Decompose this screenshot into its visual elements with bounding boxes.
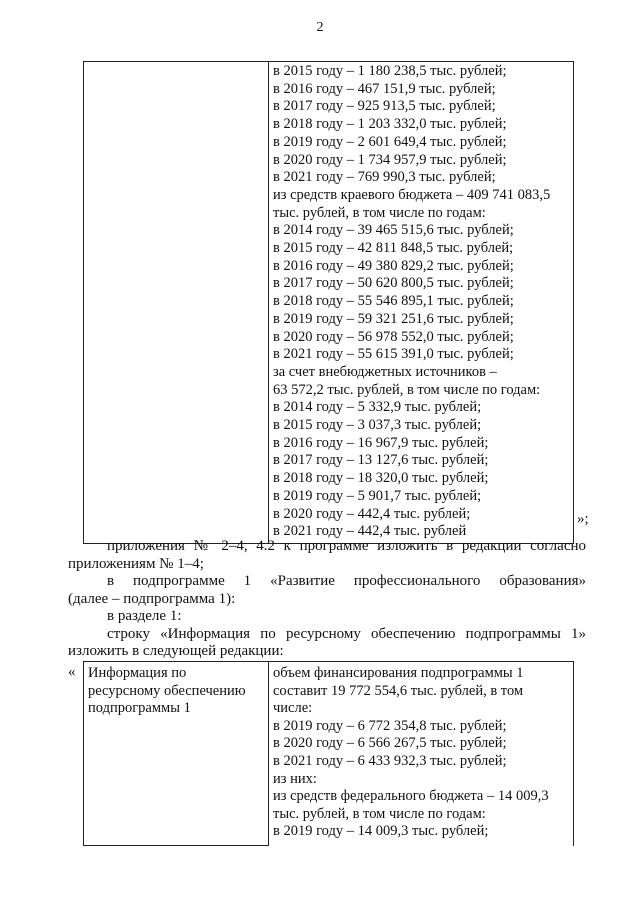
table1-line: за счет внебюджетных источников – xyxy=(273,363,497,380)
table2-right-line: в 2021 году – 6 433 932,3 тыс. рублей; xyxy=(273,752,507,769)
table2-left-cell xyxy=(84,662,269,846)
table1-line: в 2015 году – 42 811 848,5 тыс. рублей; xyxy=(273,240,514,257)
table1-left-cell xyxy=(84,62,269,544)
paragraph-subprogram-line1: в подпрограмме 1 «Развитие профессионального образования» xyxy=(107,573,586,589)
paragraph-section: в разделе 1: xyxy=(107,608,182,624)
table1-line: в 2021 году – 769 990,3 тыс. рублей; xyxy=(273,169,496,186)
table1-line: в 2016 году – 49 380 829,2 тыс. рублей; xyxy=(273,257,514,274)
table1-right-cell xyxy=(269,62,574,544)
table2-right-line: из средств федерального бюджета – 14 009,3 xyxy=(273,788,549,805)
paragraph-subprogram-line2: (далее – подпрограмма 1): xyxy=(68,591,236,607)
table1-line: в 2020 году – 442,4 тыс. рублей; xyxy=(273,505,471,522)
table2-left-line: Информация по xyxy=(88,665,187,681)
table1-line: в 2021 году – 55 615 391,0 тыс. рублей; xyxy=(273,346,514,363)
table2-right-line: в 2020 году – 6 566 267,5 тыс. рублей; xyxy=(273,735,507,752)
paragraph-row-line2: изложить в следующей редакции: xyxy=(68,643,284,659)
table1-line: в 2019 году – 2 601 649,4 тыс. рублей; xyxy=(273,133,507,150)
table1-line: тыс. рублей, в том числе по годам: xyxy=(273,204,486,221)
table1-line: в 2014 году – 39 465 515,6 тыс. рублей; xyxy=(273,222,514,239)
table2-right-line: из них: xyxy=(273,770,317,787)
table1-line: 63 572,2 тыс. рублей, в том числе по годам: xyxy=(273,381,541,398)
table2-right-line: объем финансирования подпрограммы 1 xyxy=(273,665,524,681)
table1-line: в 2015 году – 1 180 238,5 тыс. рублей; xyxy=(273,63,507,79)
table1-line: в 2018 году – 18 320,0 тыс. рублей; xyxy=(273,470,489,487)
table1-line: из средств краевого бюджета – 409 741 083,5 xyxy=(273,186,551,203)
table2-right-line: в 2019 году – 14 009,3 тыс. рублей; xyxy=(273,823,489,840)
paragraph-appendices-line1: приложения № 2–4, 4.2 к программе изложить в редакции согласно xyxy=(107,538,586,554)
page-number: 2 xyxy=(316,20,324,35)
table1-line: в 2021 году – 442,4 тыс. рублей xyxy=(273,523,467,540)
closing-quote: »; xyxy=(577,511,589,527)
table1-line: в 2016 году – 467 151,9 тыс. рублей; xyxy=(273,80,496,97)
table1-line: в 2017 году – 50 620 800,5 тыс. рублей; xyxy=(273,275,514,292)
table1-line: в 2020 году – 56 978 552,0 тыс. рублей; xyxy=(273,328,514,345)
table2-right-line: числе: xyxy=(273,700,313,717)
table2-right-line: тыс. рублей, в том числе по годам: xyxy=(273,805,486,822)
opening-quote: « xyxy=(68,664,76,680)
table2-left-line: подпрограммы 1 xyxy=(88,700,191,716)
table1-line: в 2015 году – 3 037,3 тыс. рублей; xyxy=(273,417,482,434)
table2-right-line: составит 19 772 554,6 тыс. рублей, в том xyxy=(273,682,524,699)
paragraph-appendices-line2: приложениям № 1–4; xyxy=(68,556,204,572)
table1-line: в 2014 году – 5 332,9 тыс. рублей; xyxy=(273,399,482,416)
table1-line: в 2018 году – 55 546 895,1 тыс. рублей; xyxy=(273,293,514,310)
funding-table-continued xyxy=(83,61,574,544)
table1-line: в 2016 году – 16 967,9 тыс. рублей; xyxy=(273,434,489,451)
paragraph-row-line1: строку «Информация по ресурсному обеспечению подпрограммы 1» xyxy=(107,626,586,642)
table2-right-line: в 2019 году – 6 772 354,8 тыс. рублей; xyxy=(273,717,507,734)
table1-line: в 2017 году – 13 127,6 тыс. рублей; xyxy=(273,452,489,469)
table1-line: в 2017 году – 925 913,5 тыс. рублей; xyxy=(273,98,496,115)
funding-table-subprogram xyxy=(83,661,574,846)
table1-line: в 2019 году – 5 901,7 тыс. рублей; xyxy=(273,487,482,504)
table2-right-cell xyxy=(269,662,574,846)
table1-line: в 2019 году – 59 321 251,6 тыс. рублей; xyxy=(273,310,514,327)
table1-line: в 2018 году – 1 203 332,0 тыс. рублей; xyxy=(273,116,507,133)
table2-left-line: ресурсному обеспечению xyxy=(88,682,246,699)
table1-line: в 2020 году – 1 734 957,9 тыс. рублей; xyxy=(273,151,507,168)
